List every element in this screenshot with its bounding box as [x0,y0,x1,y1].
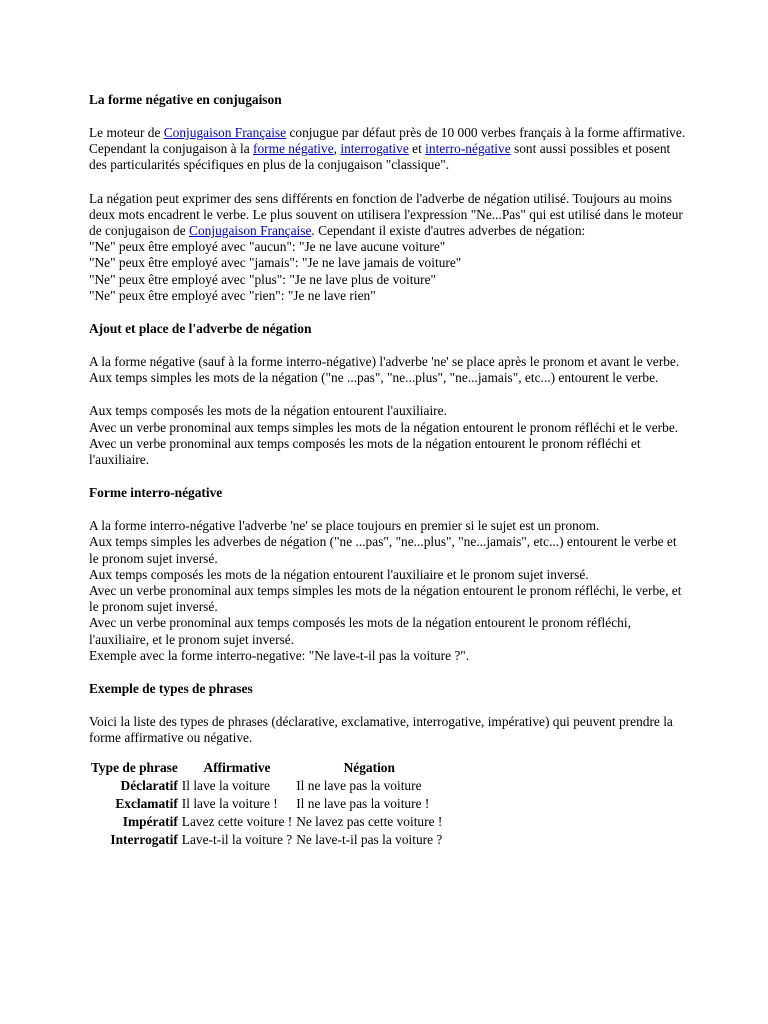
table-row [89,795,444,813]
link-interrogative[interactable]: interrogative [340,141,409,157]
example-line: "Ne" peux être employé avec "jamais": "Je ne lave jamais de voiture" [89,255,462,271]
intro-paragraph: Le moteur de Conjugaison Française conjugue par défaut près de 10 000 verbes français à la forme affirmative. Cependant la conjugaison à la forme négative, interrogative et interro-négative sont aussi possibles et posent des particularités spécifiques en plus de la conjugaison "classique". [89,125,686,173]
row-negation: Il ne lave pas la voiture ! [296,796,430,812]
interro-negative-paragraph: A la forme interro-négative l'adverbe 'ne' se place toujours en premier si le sujet est un pronom. Aux temps simples les adverbes de négation ("ne ...pas", "ne...plus", "ne...jamais", etc...) entourent le verbe et le pronom sujet inversé. Aux temps composés les mots de la négation entourent l'auxiliaire et le pronom sujet inversé. Avec un verbe pronominal aux temps simples les mots de la négation entourent le pronom réfléchi, le verbe, et le pronom sujet inversé. Avec un verbe pronominal aux temps composés les mots de la négation entourent le pronom réfléchi, l'auxiliaire, et le pronom sujet inversé. Exemple avec la forme interro-negative: "Ne lave-t-il pas la voiture ?". [89,518,682,663]
section-title-negative-form: La forme négative en conjugaison [89,92,282,107]
row-negation: Ne lavez pas cette voiture ! [296,814,443,830]
example-line: "Ne" peux être employé avec "aucun": "Je ne lave aucune voiture" [89,239,446,255]
column-header-type: Type de phrase [91,760,178,776]
link-conjugaison-francaise-2[interactable]: Conjugaison Française [189,223,312,239]
link-forme-negative[interactable]: forme négative [252,141,334,157]
row-affirmative: Lave-t-il la voiture ? [181,832,293,848]
table-row [89,777,444,795]
negation-adverbs-paragraph: La négation peut exprimer des sens différents en fonction de l'adverbe de négation utilisé. Toujours au moins deux mots encadrent le verbe. Le plus souvent on utilisera l'expression "Ne...Pas" qui est utilisé dans le moteur de conjugaison de Conjugaison Française. Cependant il existe d'autres adverbes de négation: "Ne" peux être employé avec "aucun": "Je ne lave aucune voiture" "Ne" peux être employé avec "jamais": "Je ne lave jamais de voiture" "Ne" peux être employé avec "plus": "Je ne lave plus de voiture" "Ne" peux être employé avec "rien": "Je ne lave rien" [89,191,688,304]
example-line: "Ne" peux être employé avec "rien": "Je ne lave rien" [89,287,376,303]
link-conjugaison-francaise[interactable]: Conjugaison Française [163,125,287,140]
sentence-types-table [89,759,444,849]
row-affirmative: Lavez cette voiture ! [181,814,293,830]
table-header-row [89,759,444,777]
section-title-interro-negative: Forme interro-négative [89,485,223,501]
column-header-negation: Négation [343,760,395,776]
row-type: Déclaratif [120,778,178,794]
row-affirmative: Il lave la voiture [181,778,270,794]
column-header-affirmative: Affirmative [203,760,271,776]
placement-paragraph-2: Aux temps composés les mots de la négation entourent l'auxiliaire. Avec un verbe pronominal aux temps simples les mots de la négation entourent le pronom réfléchi et le verbe. Avec un verbe pronominal aux temps composés les mots de la négation entourent le pronom réfléchi et l'auxiliaire. [89,403,679,468]
placement-paragraph-1: A la forme négative (sauf à la forme interro-négative) l'adverbe 'ne' se place après le pronom et avant le verbe. Aux temps simples les mots de la négation ("ne ...pas", "ne...plus", "ne...jamais", etc...) entourent le verbe. [89,354,680,386]
section-title-adverb-placement: Ajout et place de l'adverbe de négation [89,321,312,337]
row-type: Interrogatif [110,832,178,848]
row-negation: Il ne lave pas la voiture [296,778,422,794]
link-interro-negative[interactable]: interro-négative [425,141,511,157]
sentence-types-intro: Voici la liste des types de phrases (déclarative, exclamative, interrogative, impérative) qui peuvent prendre la forme affirmative ou négative. [89,714,673,746]
table-row [89,813,444,831]
row-type: Impératif [122,814,178,830]
row-negation: Ne lave-t-il pas la voiture ? [296,832,443,848]
section-title-sentence-types: Exemple de types de phrases [89,681,253,697]
table-row [89,831,444,849]
row-affirmative: Il lave la voiture ! [181,796,278,812]
example-line: "Ne" peux être employé avec "plus": "Je ne lave plus de voiture" [89,271,436,287]
row-type: Exclamatif [115,796,178,812]
